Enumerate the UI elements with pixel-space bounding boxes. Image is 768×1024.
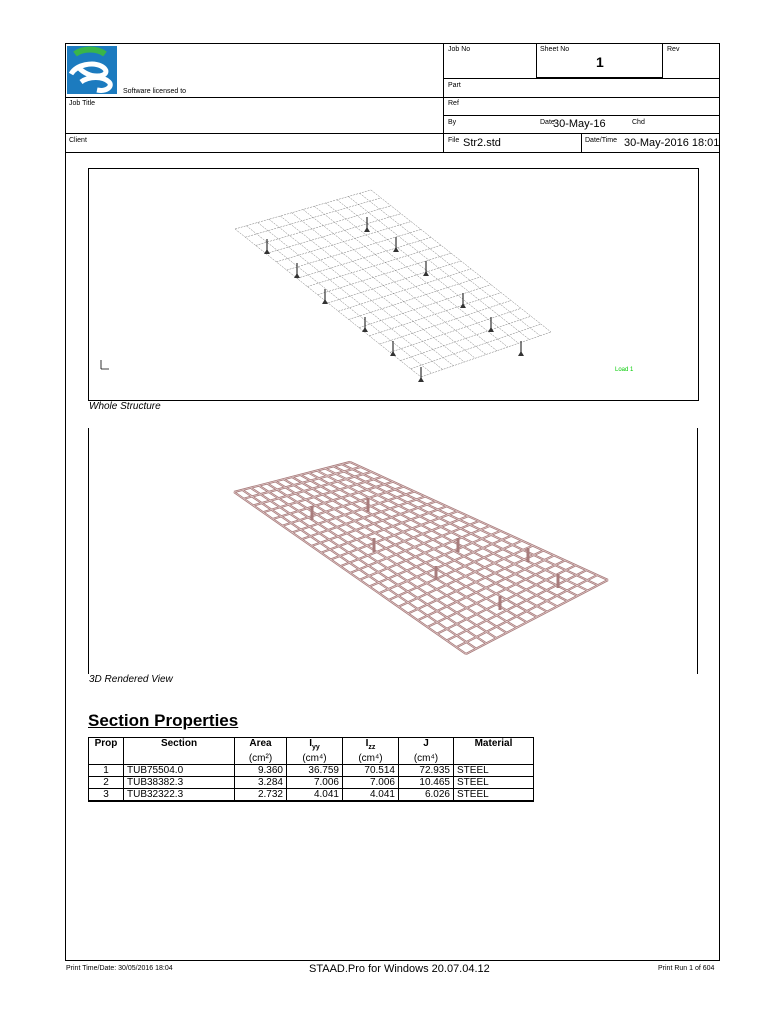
table-row	[89, 789, 534, 802]
unit-cell: (cm⁴)	[343, 753, 399, 765]
header-divider	[443, 43, 444, 152]
footer-software: STAAD.Pro for Windows 20.07.04.12	[309, 963, 490, 975]
whole-structure-caption: Whole Structure	[89, 401, 161, 412]
section-cell: TUB38382.3	[124, 777, 235, 789]
chd-label: Chd	[632, 119, 645, 126]
col-section: Section	[124, 738, 235, 754]
ref-label: Ref	[448, 100, 459, 107]
j-cell: 6.026	[399, 789, 454, 802]
col-izz: $I_{zz}$	[343, 738, 399, 754]
axis-icon	[99, 359, 111, 371]
j-cell: 10.465	[399, 777, 454, 789]
client-label: Client	[69, 137, 87, 144]
section-cell: TUB32322.3	[124, 789, 235, 802]
section-properties-title: Section Properties	[88, 711, 239, 730]
iyy-cell: 36.759	[287, 765, 343, 777]
unit-cell	[124, 753, 235, 765]
header-divider	[581, 133, 582, 152]
rev-label: Rev	[667, 46, 680, 53]
unit-cell	[89, 753, 124, 765]
view-border-left	[88, 428, 89, 674]
part-label: Part	[448, 82, 461, 89]
unit-cell: (cm⁴)	[399, 753, 454, 765]
material-cell: STEEL	[454, 789, 534, 802]
col-material: Material	[454, 738, 534, 754]
rendered-drawing	[88, 428, 697, 674]
datetime-label: Date/Time	[585, 137, 618, 144]
header-divider	[65, 97, 720, 98]
area-cell: 3.284	[235, 777, 287, 789]
table-row	[89, 777, 534, 789]
material-cell: STEEL	[454, 765, 534, 777]
area-cell: 9.360	[235, 765, 287, 777]
col-prop: Prop	[89, 738, 124, 754]
table-row	[89, 765, 534, 777]
col-j: J	[399, 738, 454, 754]
unit-cell	[454, 753, 534, 765]
header-divider	[65, 152, 720, 153]
view-border-right	[697, 428, 698, 674]
load-label: Load 1	[615, 367, 634, 373]
date-value: 30-May-16	[553, 118, 606, 130]
job-no-label: Job No	[448, 46, 471, 53]
unit-cell: (cm²)	[235, 753, 287, 765]
date-label: Date	[540, 119, 555, 126]
prop-cell: 1	[89, 765, 124, 777]
section-properties-table	[88, 737, 534, 802]
file-value: Str2.std	[463, 137, 501, 149]
company-logo	[67, 46, 117, 94]
by-label: By	[448, 119, 457, 126]
sheet-no-label: Sheet No	[540, 46, 570, 53]
izz-cell: 70.514	[343, 765, 399, 777]
j-cell: 72.935	[399, 765, 454, 777]
sheet-no-value: 1	[596, 54, 604, 70]
header-divider	[443, 78, 720, 79]
izz-cell: 7.006	[343, 777, 399, 789]
footer-print-run: Print Run 1 of 604	[658, 965, 715, 972]
iyy-cell: 4.041	[287, 789, 343, 802]
licensed-to-label: Software licensed to	[123, 88, 187, 95]
datetime-value: 30-May-2016 18:01	[624, 137, 720, 149]
prop-cell: 2	[89, 777, 124, 789]
col-iyy: $I_{yy}$	[287, 738, 343, 754]
job-title-label: Job Title	[69, 100, 96, 107]
wireframe-drawing	[89, 169, 698, 400]
section-cell: TUB75504.0	[124, 765, 235, 777]
prop-cell: 3	[89, 789, 124, 802]
axis-triad	[99, 359, 111, 373]
iyy-cell: 7.006	[287, 777, 343, 789]
footer-print-time: Print Time/Date: 30/05/2016 18:04	[66, 965, 173, 972]
material-cell: STEEL	[454, 777, 534, 789]
rendered-view-caption: 3D Rendered View	[89, 674, 173, 685]
file-label: File	[448, 137, 460, 144]
unit-cell: (cm⁴)	[287, 753, 343, 765]
header-divider	[443, 115, 720, 116]
area-cell: 2.732	[235, 789, 287, 802]
header-divider	[65, 133, 720, 134]
izz-cell: 4.041	[343, 789, 399, 802]
col-area: Area	[235, 738, 287, 754]
whole-structure-view	[88, 168, 699, 401]
rendered-view	[88, 428, 699, 674]
